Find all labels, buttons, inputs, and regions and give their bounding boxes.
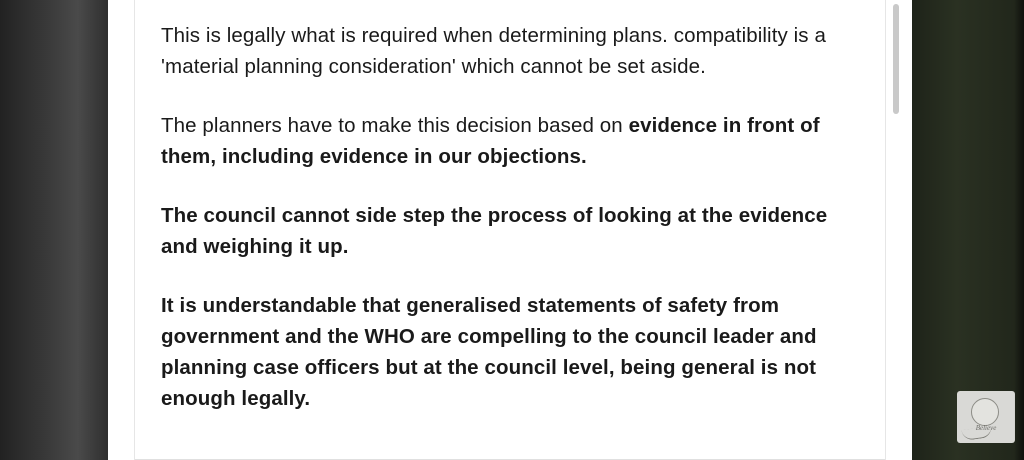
page-scrollbar-thumb[interactable] [893,4,899,114]
paragraph-generalised-statements: It is understandable that generalised statements of safety from government and the WHO are compelling to the council leader and planning case officers but at the council level, being general is not enough legally. [161,294,817,410]
page-scrollbar[interactable] [897,0,906,460]
paragraph-planners-decision-emphasis: evidence in front of them, including evidence in our objections. [161,114,820,168]
watermark-label: Believe [975,424,997,432]
paragraph-planners-decision [161,110,861,172]
paragraph-planners-decision-lead: The planners have to make this decision based on [161,114,629,137]
paragraph-council-process: The council cannot side step the process of looking at the evidence and weighing it up. [161,204,828,258]
background-left-panel [0,0,108,460]
paragraph-legal-requirement: This is legally what is required when determining plans. compatibility is a 'material planning consideration' which cannot be set aside. [161,24,826,78]
document-page [108,0,912,460]
right-edge-vignette [1014,0,1024,460]
document-content [161,0,861,414]
document-page-inner [134,0,886,460]
watermark-badge [957,391,1015,443]
cut-off-line-above [161,6,861,20]
watermark-circle-icon [971,398,999,426]
